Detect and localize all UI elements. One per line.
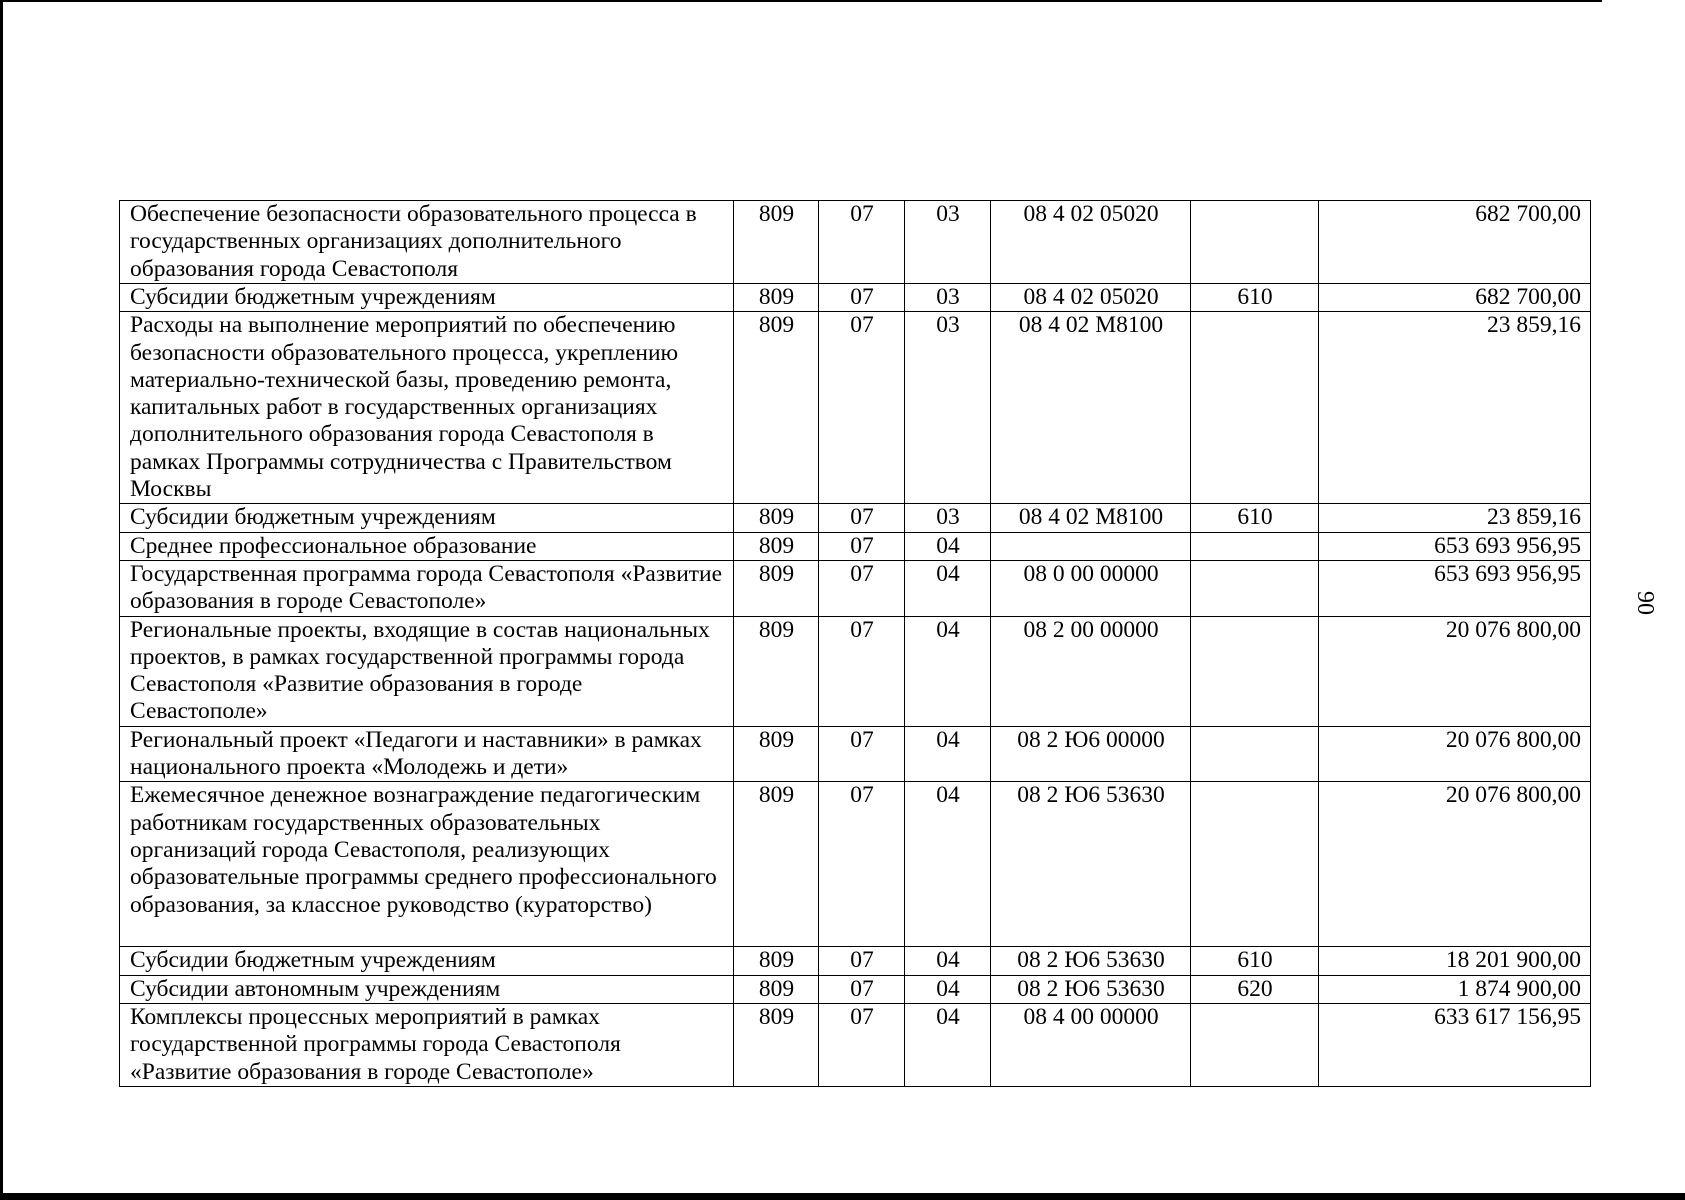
row-target-article <box>991 532 1191 560</box>
row-grbs: 809 <box>734 312 819 504</box>
row-subsection: 03 <box>905 284 991 312</box>
row-grbs: 809 <box>734 284 819 312</box>
row-expense-type <box>1191 312 1319 504</box>
row-grbs: 809 <box>734 1003 819 1086</box>
row-expense-type <box>1191 201 1319 284</box>
table-row <box>120 312 1591 504</box>
row-amount: 18 201 900,00 <box>1319 947 1591 975</box>
row-amount: 1 874 900,00 <box>1319 975 1591 1003</box>
row-grbs: 809 <box>734 726 819 782</box>
scan-edge-left <box>0 0 3 1200</box>
page-number: 90 <box>1632 591 1658 615</box>
row-name: Ежемесячное денежное вознаграждение педагогическим работникам государственных образовательных организаций города Севастополя, реализующих образовательные программы среднего профессионального образования, за классное руководство (кураторство) <box>120 782 734 947</box>
row-target-article: 08 2 00 00000 <box>991 616 1191 726</box>
table-row <box>120 284 1591 312</box>
row-name: Региональные проекты, входящие в состав национальных проектов, в рамках государственной программы города Севастополя «Развитие образования в городе Севастополе» <box>120 616 734 726</box>
row-amount: 633 617 156,95 <box>1319 1003 1591 1086</box>
row-section: 07 <box>819 975 905 1003</box>
row-amount: 682 700,00 <box>1319 201 1591 284</box>
row-subsection: 04 <box>905 1003 991 1086</box>
row-amount: 20 076 800,00 <box>1319 782 1591 947</box>
row-target-article: 08 4 02 М8100 <box>991 504 1191 532</box>
row-section: 07 <box>819 201 905 284</box>
row-grbs: 809 <box>734 616 819 726</box>
row-expense-type: 620 <box>1191 975 1319 1003</box>
row-section: 07 <box>819 616 905 726</box>
row-subsection: 03 <box>905 504 991 532</box>
row-name: Региональный проект «Педагоги и наставники» в рамках национального проекта «Молодежь и дети» <box>120 726 734 782</box>
row-section: 07 <box>819 504 905 532</box>
row-target-article: 08 0 00 00000 <box>991 560 1191 616</box>
row-section: 07 <box>819 284 905 312</box>
row-name: Расходы на выполнение мероприятий по обеспечению безопасности образовательного процесса, укреплению материально-технической базы, проведению ремонта, капитальных работ в государственных организациях дополнительного образования города Севастополя в рамках Программы сотрудничества с Правительством Москвы <box>120 312 734 504</box>
row-target-article: 08 4 02 05020 <box>991 284 1191 312</box>
row-grbs: 809 <box>734 201 819 284</box>
row-grbs: 809 <box>734 504 819 532</box>
row-subsection: 04 <box>905 947 991 975</box>
row-grbs: 809 <box>734 560 819 616</box>
row-amount: 20 076 800,00 <box>1319 616 1591 726</box>
row-amount: 653 693 956,95 <box>1319 560 1591 616</box>
row-subsection: 04 <box>905 726 991 782</box>
budget-table-body <box>120 201 1591 1087</box>
row-grbs: 809 <box>734 975 819 1003</box>
row-grbs: 809 <box>734 782 819 947</box>
table-row <box>120 201 1591 284</box>
row-amount: 682 700,00 <box>1319 284 1591 312</box>
row-section: 07 <box>819 312 905 504</box>
scan-edge-bottom <box>0 1193 1685 1200</box>
row-name: Субсидии бюджетным учреждениям <box>120 504 734 532</box>
row-subsection: 03 <box>905 312 991 504</box>
row-amount: 20 076 800,00 <box>1319 726 1591 782</box>
row-subsection: 04 <box>905 616 991 726</box>
row-name: Субсидии автономным учреждениям <box>120 975 734 1003</box>
table-row <box>120 616 1591 726</box>
row-section: 07 <box>819 560 905 616</box>
row-expense-type: 610 <box>1191 284 1319 312</box>
table-row <box>120 1003 1591 1086</box>
row-expense-type: 610 <box>1191 947 1319 975</box>
row-target-article: 08 4 02 05020 <box>991 201 1191 284</box>
table-row <box>120 726 1591 782</box>
table-row <box>120 947 1591 975</box>
row-expense-type <box>1191 782 1319 947</box>
table-row <box>120 782 1591 947</box>
table-row <box>120 504 1591 532</box>
row-expense-type <box>1191 616 1319 726</box>
row-expense-type <box>1191 560 1319 616</box>
row-target-article: 08 4 00 00000 <box>991 1003 1191 1086</box>
row-subsection: 04 <box>905 782 991 947</box>
row-section: 07 <box>819 726 905 782</box>
row-target-article: 08 2 Ю6 53630 <box>991 782 1191 947</box>
row-name: Субсидии бюджетным учреждениям <box>120 947 734 975</box>
row-expense-type: 610 <box>1191 504 1319 532</box>
row-subsection: 04 <box>905 532 991 560</box>
row-target-article: 08 2 Ю6 53630 <box>991 975 1191 1003</box>
scan-edge-top <box>0 0 1602 2</box>
row-grbs: 809 <box>734 532 819 560</box>
row-target-article: 08 4 02 М8100 <box>991 312 1191 504</box>
row-expense-type <box>1191 1003 1319 1086</box>
row-name: Государственная программа города Севастополя «Развитие образования в городе Севастополе» <box>120 560 734 616</box>
row-amount: 653 693 956,95 <box>1319 532 1591 560</box>
row-subsection: 03 <box>905 201 991 284</box>
row-name: Среднее профессиональное образование <box>120 532 734 560</box>
row-subsection: 04 <box>905 560 991 616</box>
row-name: Субсидии бюджетным учреждениям <box>120 284 734 312</box>
row-subsection: 04 <box>905 975 991 1003</box>
row-section: 07 <box>819 532 905 560</box>
row-target-article: 08 2 Ю6 00000 <box>991 726 1191 782</box>
row-target-article: 08 2 Ю6 53630 <box>991 947 1191 975</box>
table-row <box>120 532 1591 560</box>
table-row <box>120 975 1591 1003</box>
row-section: 07 <box>819 1003 905 1086</box>
row-amount: 23 859,16 <box>1319 312 1591 504</box>
row-section: 07 <box>819 782 905 947</box>
row-grbs: 809 <box>734 947 819 975</box>
row-name: Комплексы процессных мероприятий в рамках государственной программы города Севастополя «Развитие образования в городе Севастополе» <box>120 1003 734 1086</box>
row-expense-type <box>1191 726 1319 782</box>
budget-table <box>119 200 1591 1087</box>
row-name: Обеспечение безопасности образовательного процесса в государственных организациях дополнительного образования города Севастополя <box>120 201 734 284</box>
row-amount: 23 859,16 <box>1319 504 1591 532</box>
row-section: 07 <box>819 947 905 975</box>
row-expense-type <box>1191 532 1319 560</box>
table-row <box>120 560 1591 616</box>
